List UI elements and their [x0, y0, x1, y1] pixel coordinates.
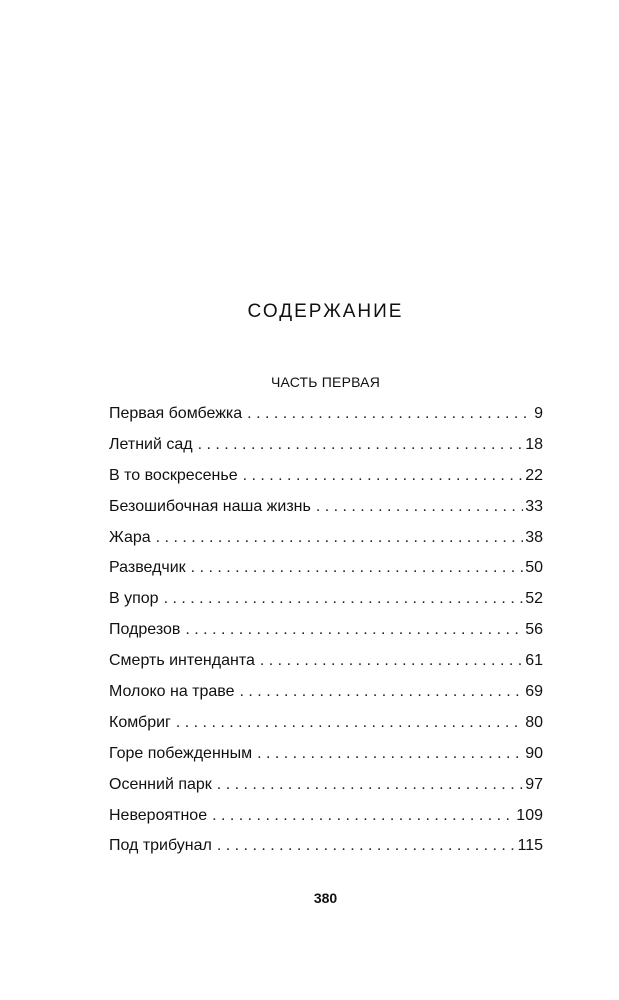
toc-entry-title: Первая бомбежка: [109, 405, 243, 422]
toc-entry[interactable]: [109, 805, 543, 836]
dot-leader: [185, 619, 523, 641]
toc-entry[interactable]: [109, 465, 543, 496]
toc-entry-title: Под трибунал: [109, 837, 212, 855]
toc-entry-page: 80: [525, 713, 543, 731]
toc-entry-title: Разведчик: [109, 559, 186, 577]
toc-entry[interactable]: [109, 650, 543, 681]
toc-entry-page: 9: [534, 405, 543, 422]
toc-entry[interactable]: [109, 403, 543, 434]
dot-leader: [247, 403, 532, 425]
dot-leader: [198, 434, 524, 456]
dot-leader: [217, 835, 516, 857]
toc-entry-page: 115: [517, 837, 543, 855]
toc-entry[interactable]: [109, 527, 543, 558]
toc-entry[interactable]: [109, 774, 543, 805]
toc-entry-title: Осенний парк: [109, 775, 212, 793]
dot-leader: [212, 805, 514, 827]
dot-leader: [164, 588, 524, 610]
toc-entry-title: Смерть интенданта: [109, 652, 255, 670]
toc-entry-page: 109: [516, 806, 543, 824]
toc-entry-title: В то воскресенье: [109, 466, 238, 484]
toc-entry-page: 97: [525, 775, 543, 793]
toc-entry-title: Подрезов: [109, 621, 181, 639]
toc-entry[interactable]: [109, 681, 543, 712]
toc-entry-page: 69: [525, 683, 543, 701]
dot-leader: [156, 527, 524, 549]
section-title: ЧАСТЬ ПЕРВАЯ: [270, 374, 381, 390]
toc-entry-page: 56: [525, 621, 543, 639]
toc-entry[interactable]: [109, 712, 543, 743]
page-title: СОДЕРЖАНИЕ: [247, 301, 404, 322]
toc-entry-title: Горе побежденным: [109, 744, 253, 762]
toc-entry[interactable]: [109, 835, 543, 866]
toc-entry[interactable]: [109, 619, 543, 650]
toc-entry[interactable]: [109, 496, 543, 527]
toc-entry[interactable]: [109, 557, 543, 588]
toc-entry-title: Безошибочная наша жизнь: [109, 497, 311, 515]
dot-leader: [176, 712, 523, 734]
dot-leader: [243, 465, 524, 487]
toc-entry-page: 52: [525, 590, 543, 608]
table-of-contents: [109, 403, 543, 866]
toc-entry-page: 22: [525, 466, 543, 484]
toc-entry[interactable]: [109, 434, 543, 465]
toc-entry-title: Молоко на траве: [109, 683, 235, 701]
dot-leader: [257, 743, 523, 765]
toc-entry-page: 38: [525, 528, 543, 546]
dot-leader: [260, 650, 523, 672]
dot-leader: [240, 681, 524, 703]
toc-entry-page: 90: [525, 744, 543, 762]
dot-leader: [316, 496, 523, 518]
page-number: 380: [313, 890, 338, 906]
toc-entry[interactable]: [109, 588, 543, 619]
dot-leader: [217, 774, 523, 796]
toc-entry-title: Комбриг: [109, 713, 171, 731]
toc-entry[interactable]: [109, 743, 543, 774]
toc-entry-title: Невероятное: [109, 806, 208, 824]
toc-entry-page: 18: [525, 435, 543, 453]
toc-entry-title: В упор: [109, 590, 159, 608]
toc-entry-title: Жара: [109, 528, 151, 546]
toc-entry-page: 61: [525, 652, 543, 670]
dot-leader: [191, 557, 524, 579]
toc-entry-page: 50: [525, 559, 543, 577]
toc-entry-title: Летний сад: [109, 435, 193, 453]
toc-entry-page: 33: [525, 497, 543, 515]
